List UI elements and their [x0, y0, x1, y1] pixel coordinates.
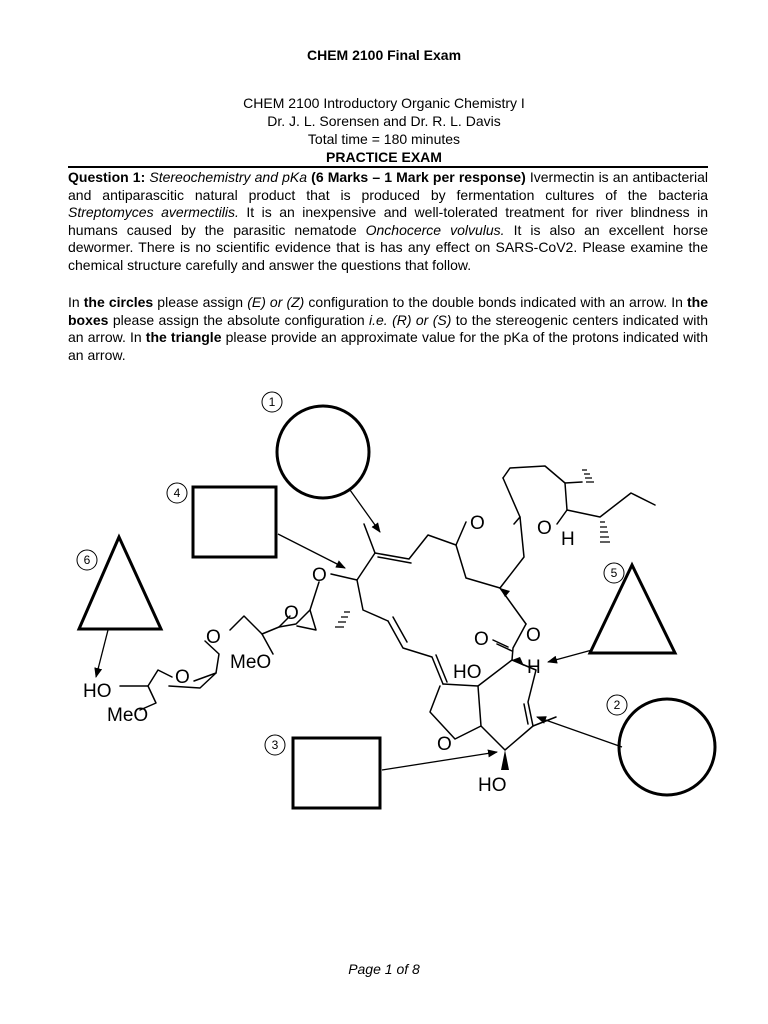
instr-triangle: the triangle — [145, 329, 222, 346]
marker-3-label: 3 — [271, 738, 279, 752]
marker-2-label: 2 — [613, 698, 621, 712]
organism-1: Streptomyces avermectilis. — [68, 204, 239, 221]
instructors: Dr. J. L. Sorensen and Dr. R. L. Davis — [267, 113, 501, 129]
instr-circles: the circles — [83, 294, 154, 310]
marker-4-label: 4 — [173, 486, 181, 500]
instr-circles-text2: configuration to the double bonds indicated with an arrow. In — [304, 294, 687, 310]
marker-6-label: 6 — [83, 553, 91, 567]
instr-ie: i.e. (R) or (S) — [369, 311, 452, 328]
instr-triangle-text: please provide an approximate value for the pKa of the protons indicated with an arrow. — [68, 329, 708, 363]
atom-o-carbonyl: O — [474, 629, 489, 650]
atom-o-pyran: O — [470, 513, 485, 534]
atom-meo-1: MeO — [230, 652, 272, 673]
instr-boxes-text: please assign the absolute configuration — [108, 311, 370, 328]
bond-skeleton — [120, 466, 655, 750]
atom-ho-ring: HO — [453, 662, 482, 683]
exam-title: CHEM 2100 Final Exam — [306, 47, 462, 63]
exam-time: Total time = 180 minutes — [307, 131, 461, 147]
arrow-4 — [278, 534, 345, 568]
header-rule — [68, 166, 708, 168]
instr-circles-text: please assign — [153, 294, 248, 310]
question-text-c: It is also an excellent horse dewormer. There is no scientific evidence that is has any effect on SARS-CoV2. Please examine the chemical structure carefully and answer the questions that follow. — [68, 221, 708, 273]
instr-boxes: the boxes — [68, 294, 708, 328]
answer-box-4[interactable] — [193, 487, 276, 557]
question-text-b: It is an inexpensive and well-tolerated treatment for river blindness in humans caused by the parasitic nematode — [68, 204, 708, 238]
question-topic: Stereochemistry and pKa — [149, 169, 308, 185]
instr-ez: (E) or (Z) — [247, 294, 305, 310]
atom-o-glyc: O — [312, 565, 327, 586]
question-marks: (6 Marks – 1 Mark per response) — [311, 169, 526, 185]
answer-box-3[interactable] — [293, 738, 380, 808]
answer-circle-1[interactable] — [277, 406, 369, 498]
question-1-text — [68, 169, 708, 275]
arrow-6 — [96, 630, 108, 677]
atom-o-furan: O — [437, 734, 452, 755]
instr-in1: In — [68, 294, 84, 310]
organism-2: Onchocerce volvulus. — [365, 221, 505, 238]
atom-o-spiro: O — [537, 518, 552, 539]
atom-h-spiro: H — [561, 529, 575, 550]
question-text-a: Ivermectin is an antibacterial and antiparascitic natural product that is produced by fermentation cultures of the bacteria — [68, 169, 708, 203]
atom-o-sugar2: O — [175, 667, 190, 688]
atom-meo-2: MeO — [107, 705, 149, 726]
marker-1-label: 1 — [268, 395, 276, 409]
atom-ho-sugar2: HO — [83, 681, 112, 702]
arrow-5 — [548, 650, 592, 662]
atom-ho-bottom: HO — [478, 775, 507, 796]
exam-type: PRACTICE EXAM — [326, 149, 442, 165]
course-name: CHEM 2100 Introductory Organic Chemistry I — [243, 95, 525, 111]
ivermectin-structure — [0, 380, 768, 820]
atom-o-link: O — [206, 627, 221, 648]
atom-o-sugar1: O — [284, 603, 299, 624]
answer-circle-2[interactable] — [619, 699, 715, 795]
instructions-text — [68, 294, 708, 364]
question-label: Question 1: — [68, 169, 146, 185]
instr-boxes-text2: to the stereogenic centers indicated with an arrow. In — [68, 311, 709, 346]
arrow-2 — [537, 717, 622, 747]
atom-o-ester: O — [526, 625, 541, 646]
atom-h-alpha: H — [527, 657, 541, 678]
marker-5-label: 5 — [610, 566, 618, 580]
page-number: Page 1 of 8 — [348, 961, 420, 977]
answer-triangle-5[interactable] — [590, 565, 675, 653]
